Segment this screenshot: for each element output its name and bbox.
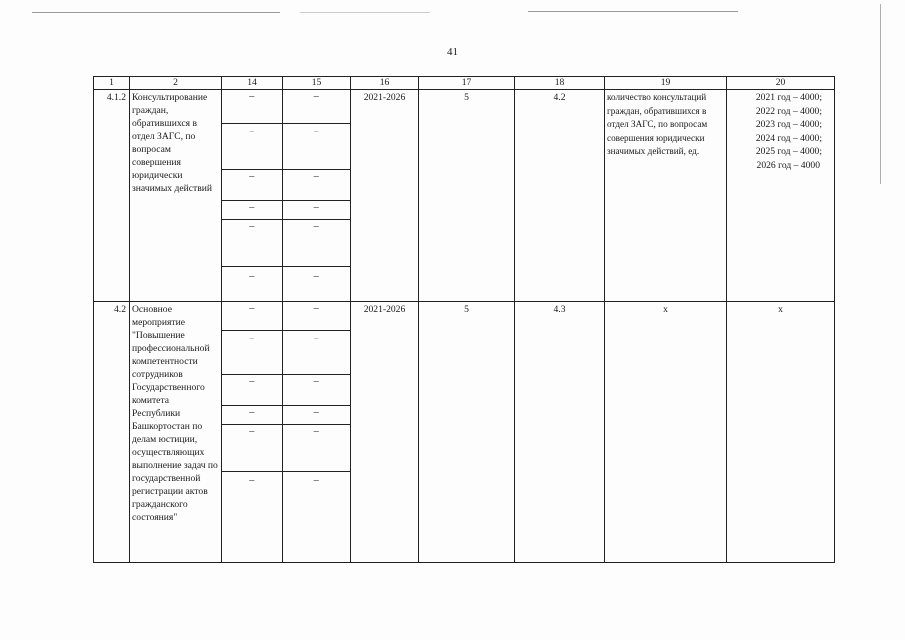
sub-row xyxy=(222,406,350,425)
cell-20-values xyxy=(727,90,835,302)
header-col-20: 20 xyxy=(727,77,835,90)
sub-row xyxy=(222,124,350,170)
cell-15: – xyxy=(313,475,319,486)
sub-rows-14-15 xyxy=(222,90,351,302)
cell-15: – xyxy=(314,126,319,135)
row-number: 4.2 xyxy=(94,302,130,563)
row-name: Консультирование граждан, обратившихся в отдел ЗАГС, по вопросам совершения юридически значимых действий xyxy=(130,90,222,302)
scan-artifact-top-mid xyxy=(300,12,430,13)
scan-artifact-top-right xyxy=(528,11,738,12)
scan-artifact-top-left xyxy=(32,12,280,13)
sub-row xyxy=(222,267,350,301)
value-line: 2022 год – 4000; xyxy=(755,105,822,117)
scan-artifact-right-edge xyxy=(880,4,881,184)
cell-18: 4.2 xyxy=(515,90,605,302)
cell-14: – xyxy=(222,170,283,200)
cell-17: 5 xyxy=(419,90,515,302)
cell-14: – xyxy=(222,201,283,219)
cell-14: – xyxy=(222,302,283,330)
cell-15: – xyxy=(313,202,319,213)
cell-14: – xyxy=(222,90,283,123)
cell-14: – xyxy=(222,220,283,266)
header-col-14: 14 xyxy=(222,77,283,90)
sub-row xyxy=(222,90,350,124)
cell-14: – xyxy=(222,331,283,374)
value-line: 2024 год – 4000; xyxy=(755,132,822,144)
row-number: 4.1.2 xyxy=(94,90,130,302)
header-col-15: 15 xyxy=(283,77,351,90)
cell-15: – xyxy=(313,407,319,418)
cell-15: – xyxy=(313,91,319,102)
program-table xyxy=(93,76,835,563)
cell-19-indicator: x xyxy=(605,302,727,563)
sub-row xyxy=(222,201,350,220)
sub-row xyxy=(222,331,350,375)
cell-16-period: 2021-2026 xyxy=(351,302,419,563)
cell-14: – xyxy=(222,425,283,471)
cell-15: – xyxy=(313,376,319,387)
header-row xyxy=(94,77,835,90)
cell-16-period: 2021-2026 xyxy=(351,90,419,302)
sub-row xyxy=(222,375,350,406)
row-name: Основное мероприятие "Повышение профессиональной компетентности сотрудников Государственного комитета Республики Башкортостан по делам юстиции, осуществляющих выполнение задач по государственной регистрации актов гражданского состояния" xyxy=(130,302,222,563)
header-col-18: 18 xyxy=(515,77,605,90)
page-number: 41 xyxy=(447,46,458,58)
cell-14: – xyxy=(222,267,283,301)
value-line: 2026 год – 4000 xyxy=(756,159,820,171)
cell-14: – xyxy=(222,406,283,424)
table-row xyxy=(94,90,835,302)
cell-14: – xyxy=(222,124,283,169)
value-line: 2023 год – 4000; xyxy=(755,119,822,130)
header-col-1: 1 xyxy=(94,77,130,90)
cell-15: – xyxy=(313,221,319,232)
cell-17: 5 xyxy=(419,302,515,563)
header-col-19: 19 xyxy=(605,77,727,90)
header-col-2: 2 xyxy=(130,77,222,90)
cell-14: – xyxy=(222,375,283,405)
sub-row xyxy=(222,472,350,562)
cell-15: – xyxy=(313,303,319,314)
value-line: 2021 год – 4000; xyxy=(755,92,822,103)
cell-20-values: x xyxy=(727,302,835,563)
cell-15: – xyxy=(313,171,319,182)
cell-14: – xyxy=(222,472,283,562)
cell-15: – xyxy=(313,426,319,437)
sub-row xyxy=(222,302,350,331)
sub-row xyxy=(222,425,350,472)
cell-15: – xyxy=(313,271,319,282)
header-col-17: 17 xyxy=(419,77,515,90)
cell-18: 4.3 xyxy=(515,302,605,563)
cell-19-indicator: количество консультаций граждан, обратившихся в отдел ЗАГС, по вопросам совершения юридически значимых действий, ед. xyxy=(605,90,727,302)
sub-row xyxy=(222,220,350,267)
sub-row xyxy=(222,170,350,201)
value-line: 2025 год – 4000; xyxy=(755,146,822,157)
header-col-16: 16 xyxy=(351,77,419,90)
cell-15: – xyxy=(314,333,319,342)
table-row xyxy=(94,302,835,563)
sub-rows-14-15 xyxy=(222,302,351,563)
